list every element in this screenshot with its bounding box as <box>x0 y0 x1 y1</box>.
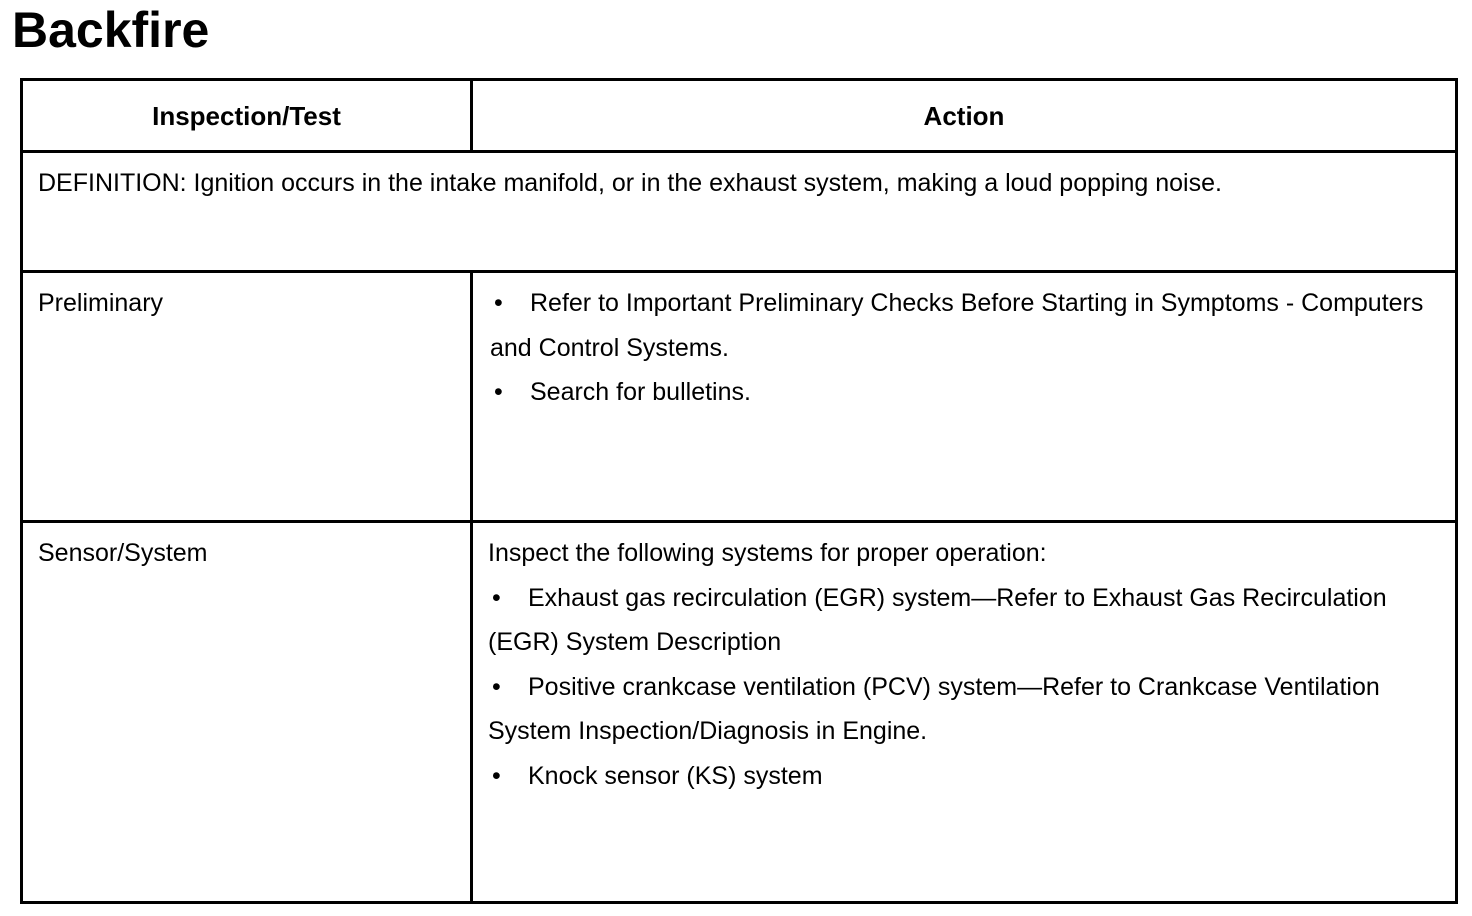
table-header-row <box>23 81 1455 153</box>
definition-text: DEFINITION: Ignition occurs in the intake manifold, or in the exhaust system, making a loud popping noise. <box>38 169 1222 197</box>
action-bullet <box>488 754 1428 799</box>
table-row <box>23 523 1455 904</box>
diagnostic-table <box>20 78 1458 904</box>
definition-row <box>23 153 1455 273</box>
bullet-icon: • <box>494 289 503 317</box>
action-bullet <box>490 281 1430 370</box>
header-cell-action <box>473 81 1455 150</box>
action-content <box>490 281 1430 415</box>
action-bullet-text: Refer to Important Preliminary Checks Before Starting in Symptoms - Computers and Control Systems. <box>490 289 1424 362</box>
action-cell <box>473 273 1455 520</box>
action-intro-text: Inspect the following systems for proper operation: <box>488 539 1047 567</box>
action-bullet-text: Positive crankcase ventilation (PCV) system—Refer to Crankcase Ventilation System Inspection/Diagnosis in Engine. <box>488 672 1380 745</box>
header-label-action: Action <box>923 101 1005 131</box>
action-bullet <box>490 370 1430 415</box>
bullet-icon: • <box>492 672 501 701</box>
inspection-cell <box>23 523 473 904</box>
action-cell <box>473 523 1455 904</box>
table-row <box>23 273 1455 523</box>
action-bullet <box>488 665 1428 754</box>
action-content <box>488 531 1428 798</box>
bullet-icon: • <box>492 761 501 790</box>
bullet-icon: • <box>494 378 503 406</box>
action-bullet-text: Knock sensor (KS) system <box>528 761 823 790</box>
inspection-cell <box>23 273 473 520</box>
inspection-label: Preliminary <box>38 289 164 317</box>
header-label-inspection: Inspection/Test <box>152 101 341 131</box>
action-bullet <box>488 576 1428 665</box>
page-title: Backfire <box>12 2 210 58</box>
inspection-label: Sensor/System <box>38 539 208 567</box>
action-bullet-text: Search for bulletins. <box>530 378 751 406</box>
header-cell-inspection <box>23 81 473 150</box>
action-bullet-text: Exhaust gas recirculation (EGR) system—Refer to Exhaust Gas Recirculation (EGR) System Description <box>488 583 1387 656</box>
bullet-icon: • <box>492 583 501 612</box>
